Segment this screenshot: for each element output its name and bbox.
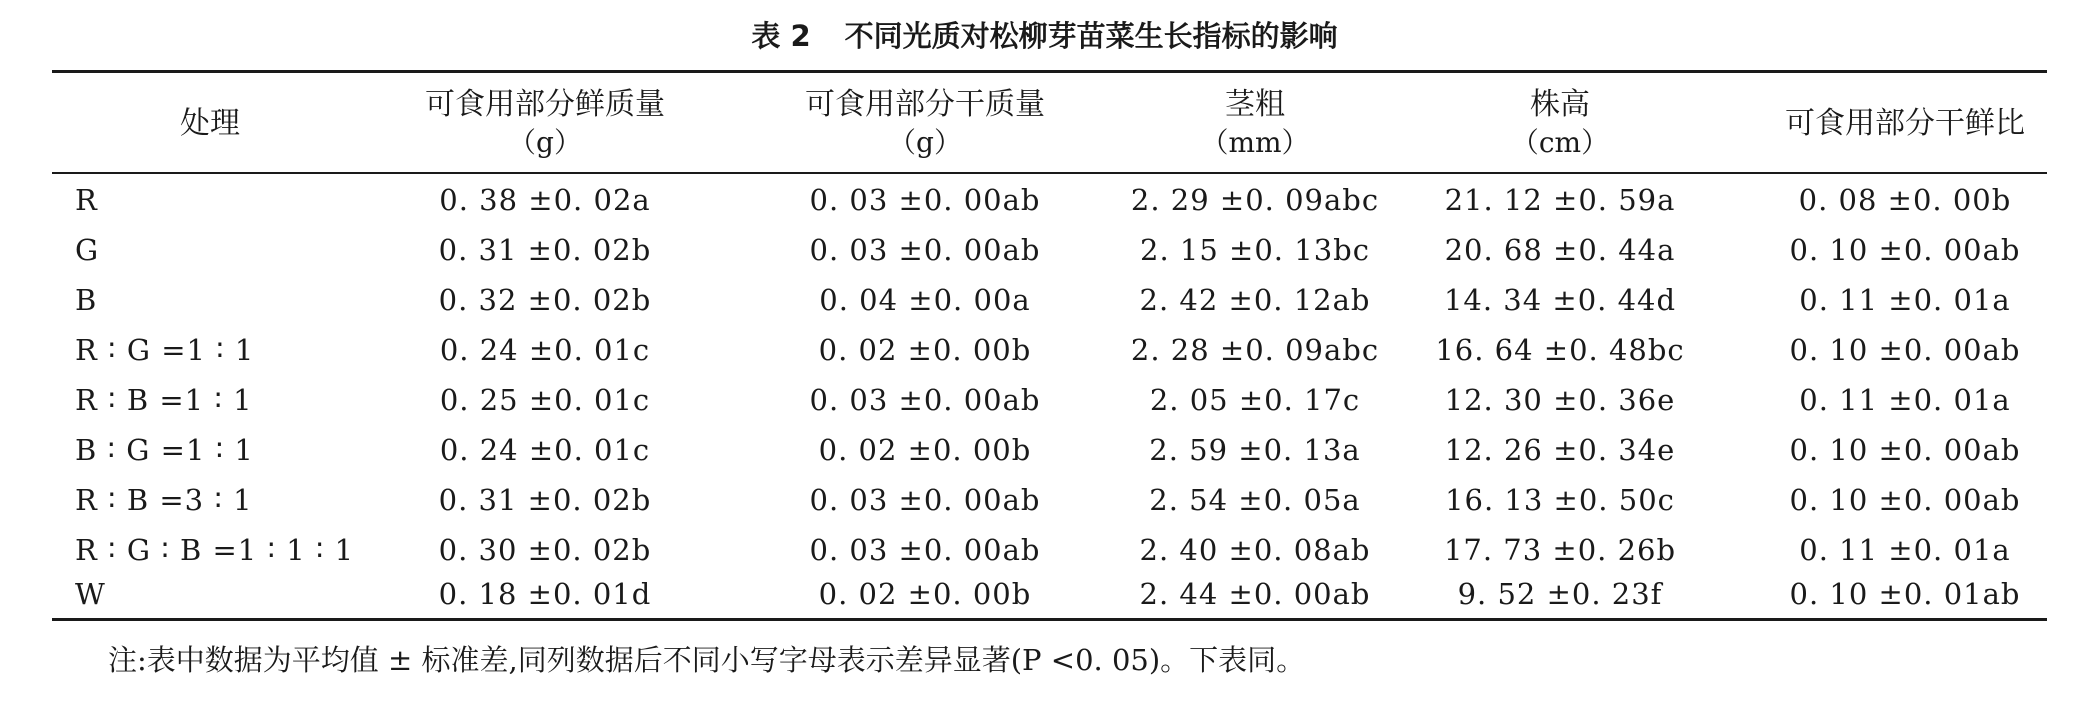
header-label: 可食用部分干质量: [805, 87, 1045, 122]
plant-height-cell: 17. 73 ±0. 26b: [1443, 533, 1677, 567]
dry-weight-cell: 0. 02 ±0. 00b: [818, 577, 1032, 611]
fresh-weight-cell: 0. 25 ±0. 01c: [439, 383, 651, 417]
header-unit: （mm）: [1200, 126, 1310, 159]
dry-fresh-ratio-cell: 0. 11 ±0. 01a: [1799, 383, 2011, 417]
header-rule: [52, 172, 2047, 174]
table-caption: [0, 16, 2089, 56]
table-row: [0, 569, 2089, 619]
treatment-cell: R ∶ G ∶ B =1 ∶ 1 ∶ 1: [75, 533, 355, 567]
stem-diameter-cell: 2. 44 ±0. 00ab: [1139, 577, 1371, 611]
treatment-cell: R: [75, 183, 98, 217]
header-plant-height: [1460, 80, 1660, 168]
dry-fresh-ratio-cell: 0. 08 ±0. 00b: [1798, 183, 2012, 217]
dry-fresh-ratio-cell: 0. 10 ±0. 00ab: [1789, 233, 2021, 267]
table-note: 注:表中数据为平均值 ± 标准差,同列数据后不同小写字母表示差异显著(P <0. 05)。下表同。: [108, 643, 1306, 677]
stem-diameter-cell: 2. 40 ±0. 08ab: [1139, 533, 1371, 567]
stem-diameter-cell: 2. 15 ±0. 13bc: [1140, 233, 1370, 267]
table-row: [0, 525, 2089, 575]
fresh-weight-cell: 0. 18 ±0. 01d: [438, 577, 652, 611]
fresh-weight-cell: 0. 31 ±0. 02b: [438, 483, 652, 517]
table-row: [0, 175, 2089, 225]
header-unit: （g）: [508, 126, 582, 159]
plant-height-cell: 20. 68 ±0. 44a: [1444, 233, 1676, 267]
dry-weight-cell: 0. 02 ±0. 00b: [818, 333, 1032, 367]
header-treatment: [110, 80, 310, 168]
plant-height-cell: 16. 13 ±0. 50c: [1445, 483, 1675, 517]
header-stem-diameter: [1155, 80, 1355, 168]
fresh-weight-cell: 0. 32 ±0. 02b: [438, 283, 652, 317]
dry-fresh-ratio-cell: 0. 11 ±0. 01a: [1799, 533, 2011, 567]
fresh-weight-cell: 0. 38 ±0. 02a: [439, 183, 651, 217]
treatment-cell: G: [75, 233, 100, 267]
table-number: 表 2: [751, 19, 811, 53]
header-label: 处理: [180, 106, 240, 141]
fresh-weight-cell: 0. 31 ±0. 02b: [438, 233, 652, 267]
header-dry-weight: [765, 80, 1085, 168]
plant-height-cell: 14. 34 ±0. 44d: [1443, 283, 1677, 317]
dry-fresh-ratio-cell: 0. 10 ±0. 00ab: [1789, 333, 2021, 367]
dry-weight-cell: 0. 03 ±0. 00ab: [809, 233, 1041, 267]
fresh-weight-cell: 0. 24 ±0. 01c: [439, 433, 651, 467]
dry-fresh-ratio-cell: 0. 10 ±0. 00ab: [1789, 483, 2021, 517]
header-dry-fresh-ratio: [1735, 80, 2075, 168]
plant-height-cell: 16. 64 ±0. 48bc: [1435, 333, 1685, 367]
top-rule: [52, 70, 2047, 73]
header-unit: （g）: [888, 126, 962, 159]
dry-fresh-ratio-cell: 0. 10 ±0. 00ab: [1789, 433, 2021, 467]
bottom-rule: [52, 618, 2047, 621]
treatment-cell: W: [75, 577, 106, 611]
table-title: 不同光质对松柳芽苗菜生长指标的影响: [844, 19, 1338, 53]
fresh-weight-cell: 0. 24 ±0. 01c: [439, 333, 651, 367]
header-label: 茎粗: [1225, 87, 1285, 122]
table-row: [0, 225, 2089, 275]
dry-weight-cell: 0. 03 ±0. 00ab: [809, 483, 1041, 517]
header-label: 株高: [1530, 87, 1590, 122]
dry-weight-cell: 0. 04 ±0. 00a: [819, 283, 1031, 317]
fresh-weight-cell: 0. 30 ±0. 02b: [438, 533, 652, 567]
header-label: 可食用部分干鲜比: [1785, 106, 2025, 141]
table-row: [0, 375, 2089, 425]
treatment-cell: R ∶ B =3 ∶ 1: [75, 483, 253, 517]
plant-height-cell: 12. 30 ±0. 36e: [1444, 383, 1676, 417]
treatment-cell: R ∶ G =1 ∶ 1: [75, 333, 255, 367]
stem-diameter-cell: 2. 05 ±0. 17c: [1149, 383, 1361, 417]
plant-height-cell: 9. 52 ±0. 23f: [1457, 577, 1663, 611]
table-row: [0, 425, 2089, 475]
dry-weight-cell: 0. 03 ±0. 00ab: [809, 183, 1041, 217]
stem-diameter-cell: 2. 59 ±0. 13a: [1149, 433, 1361, 467]
stem-diameter-cell: 2. 28 ±0. 09abc: [1130, 333, 1380, 367]
header-label: 可食用部分鲜质量: [425, 87, 665, 122]
plant-height-cell: 21. 12 ±0. 59a: [1444, 183, 1676, 217]
header-unit: （cm）: [1510, 126, 1610, 159]
treatment-cell: R ∶ B =1 ∶ 1: [75, 383, 253, 417]
plant-height-cell: 12. 26 ±0. 34e: [1444, 433, 1676, 467]
stem-diameter-cell: 2. 29 ±0. 09abc: [1130, 183, 1380, 217]
stem-diameter-cell: 2. 42 ±0. 12ab: [1139, 283, 1371, 317]
dry-weight-cell: 0. 03 ±0. 00ab: [809, 383, 1041, 417]
dry-weight-cell: 0. 03 ±0. 00ab: [809, 533, 1041, 567]
treatment-cell: B ∶ G =1 ∶ 1: [75, 433, 254, 467]
stem-diameter-cell: 2. 54 ±0. 05a: [1149, 483, 1361, 517]
dry-fresh-ratio-cell: 0. 10 ±0. 01ab: [1789, 577, 2021, 611]
table-row: [0, 475, 2089, 525]
table-row: [0, 275, 2089, 325]
dry-fresh-ratio-cell: 0. 11 ±0. 01a: [1799, 283, 2011, 317]
dry-weight-cell: 0. 02 ±0. 00b: [818, 433, 1032, 467]
treatment-cell: B: [75, 283, 98, 317]
header-fresh-weight: [395, 80, 695, 168]
table-row: [0, 325, 2089, 375]
